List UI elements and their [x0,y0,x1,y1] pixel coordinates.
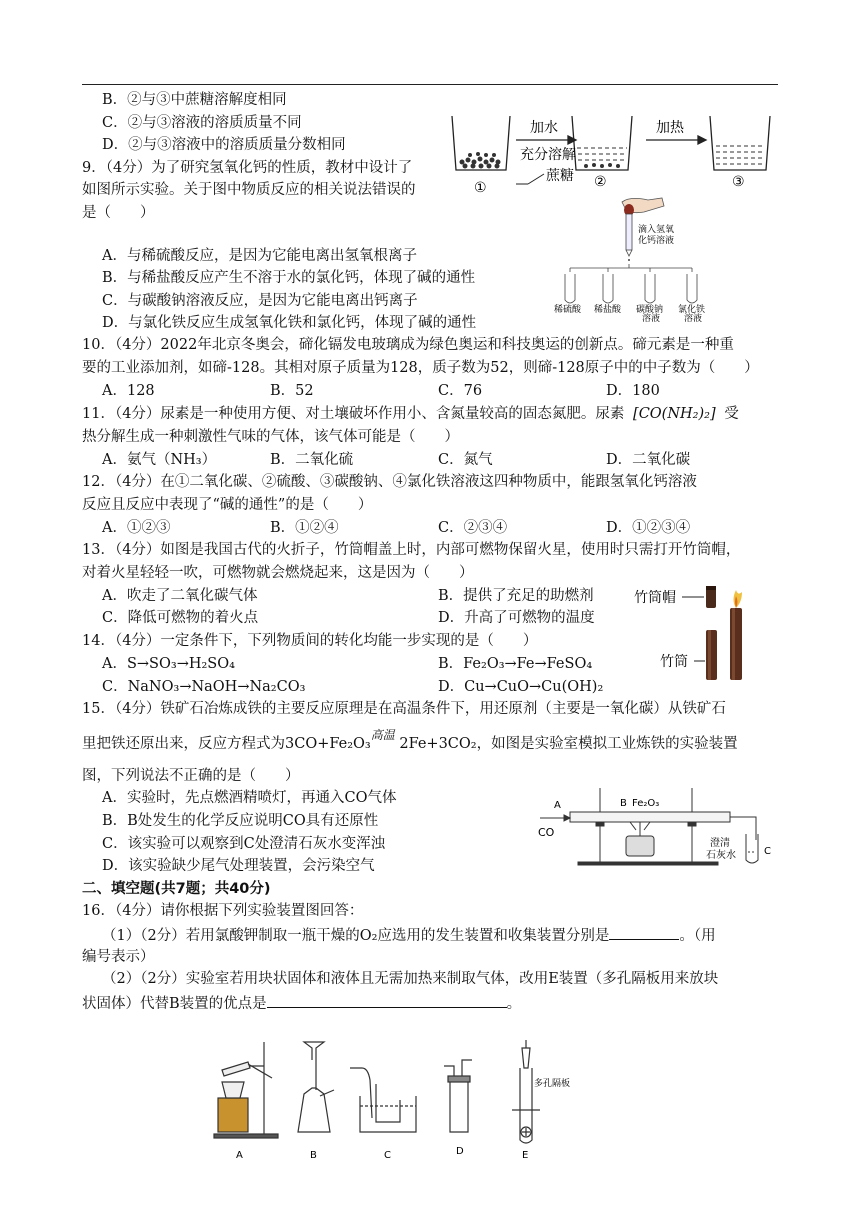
q8-option-d: D．②与③溶液中的溶质质量分数相同 [102,137,346,153]
q15-option-b: B．B处发生的化学反应说明CO具有还原性 [102,813,379,829]
q13-option-c: C．降低可燃物的着火点 [102,610,259,626]
q11-stem-1-text: 11．（4分）尿素是一种使用方便、对土壤破坏作用小、含氮量较高的固态氮肥。尿素 [82,406,625,422]
q10-stem-1: 10．（4分）2022年北京冬奥会，碲化镉发电玻璃成为绿色奥运和科技奥运的创新点。碲元素是一种重 [82,337,734,353]
q16-answer-blank-1[interactable] [609,924,679,940]
q16-part-1-text: （1）（2分）若用氯酸钾制取一瓶干燥的O₂应选用的发生装置和收集装置分别是 [102,928,610,944]
q15-option-a: A．实验时，先点燃酒精喷灯，再通入CO气体 [102,790,397,806]
q14-stem: 14．（4分）一定条件下，下列物质间的转化均能一步实现的是（ ） [82,633,538,649]
q9-option-c: C．与碳酸钠溶液反应，是因为它能电离出钙离子 [102,293,418,309]
q12-option-d: D．①②③④ [606,520,691,536]
q12-option-b: B．①②④ [270,520,339,536]
section-2-heading: 二、填空题(共7题；共40分) [82,881,271,897]
q16-part-1-tail: 。（用 [679,928,716,944]
lab-apparatus-figure [200,1040,580,1162]
q11-stem-1-tail: 受 [724,406,739,422]
q11-stem-1 [82,404,739,424]
q14-option-d: D．Cu→CuO→Cu(OH)₂ [438,679,604,695]
beaker-dissolve-figure [446,104,776,196]
fig13-cap-label: 竹筒帽 [634,590,676,606]
q11-urea-formula: [CO(NH₂)₂] [633,406,716,422]
fig9-tube-1: 稀硫酸 [554,305,582,315]
q11-option-c: C．氮气 [438,452,493,468]
q14-option-b: B．Fe₂O₃→Fe→FeSO₄ [438,656,593,672]
fig16-label-e: E [522,1150,529,1161]
fig15-label-a: A [554,800,561,811]
fig8-label-2: ② [594,174,607,190]
fig15-label-lime-2: 石灰水 [706,850,736,861]
q13-stem-1: 13．（4分）如图是我国古代的火折子，竹筒帽盖上时，内部可燃物保留火星，使用时只需打开竹筒帽， [82,542,741,558]
q9-option-b: B．与稀盐酸反应产生不溶于水的氯化钙，体现了碱的通性 [102,270,476,286]
q9-stem-2: 如图所示实验。关于图中物质反应的相关说法错误的 [82,182,416,198]
fig16-plate-label: 多孔隔板 [534,1079,571,1089]
q12-stem-1: 12．（4分）在①二氧化碳、②硫酸、③碳酸钠、④氯化铁溶液这四种物质中，能跟氢氧化钙溶液 [82,474,697,490]
fig15-label-lime-1: 澄清 [710,838,730,849]
q10-option-a: A．128 [102,383,155,399]
q15-stem-2-text: 里把铁还原出来，反应方程式为3CO+Fe₂O₃ [82,736,371,752]
fig15-label-b: B [620,798,627,809]
q11-option-d: D．二氧化碳 [606,452,691,468]
q15-stem-1: 15．（4分）铁矿石冶炼成铁的主要反应原理是在高温条件下，用还原剂（主要是一氧化碳）从铁矿石 [82,701,726,717]
q16-part-1-cont: 编号表示） [82,949,155,965]
q16-part-2-tail: 。 [506,996,522,1012]
q10-stem-2: 要的工业添加剂，如碲-128。其相对原子质量为128，质子数为52，则碲-128原子中的中子数为（ ） [82,360,759,376]
q15-stem-2 [82,728,738,754]
fig16-label-b: B [310,1150,317,1161]
q15-stem-3: 图，下列说法不正确的是（ ） [82,768,300,784]
header-rule [82,84,778,85]
q10-option-b: B．52 [270,383,314,399]
iron-smelting-apparatus [530,782,780,866]
q14-option-c: C．NaNO₃→NaOH→Na₂CO₃ [102,679,306,695]
fig15-label-c: C [764,846,771,857]
q9-stem-3: 是（ ） [82,205,155,221]
fig9-drop-label-1: 滴入氢氧 [638,225,675,235]
fig9-drop-label-2: 化钙溶液 [638,236,675,246]
fig15-label-fe2o3: Fe₂O₃ [632,798,660,809]
q15-stem-2-tail: 2Fe+3CO₂，如图是实验室模拟工业炼铁的实验装置 [394,736,738,752]
q16-part-2-cont [82,992,521,1014]
q16-answer-blank-2[interactable] [267,992,507,1008]
q11-option-b: B．二氧化硫 [270,452,354,468]
fig8-label-3: ③ [732,174,745,190]
q14-option-a: A．S→SO₃→H₂SO₄ [102,656,235,672]
q8-option-b: B．②与③中蔗糖溶解度相同 [102,92,287,108]
q15-option-d: D．该实验缺少尾气处理装置，会污染空气 [102,858,375,874]
fig16-label-d: D [456,1146,464,1157]
q16-part-2: （2）（2分）实验室若用块状固体和液体且无需加热来制取气体，改用E装置（多孔隔板用来放块 [102,971,719,987]
dropper-test-tubes-figure [552,196,724,322]
fig8-sugar: 蔗糖 [546,168,574,184]
fig9-tube-4a: 氯化铁 [678,305,706,315]
fig9-tube-3a: 碳酸钠 [636,305,664,315]
q11-stem-2: 热分解生成一种刺激性气味的气体，该气体可能是（ ） [82,429,459,445]
q16-part-2-text: 状固体）代替B装置的优点是 [82,996,267,1012]
fig13-tube-label: 竹筒 [660,654,688,670]
q15-option-c: C．该实验可以观察到C处澄清石灰水变浑浊 [102,836,386,852]
q13-option-d: D．升高了可燃物的温度 [438,610,595,626]
fig16-label-c: C [384,1150,391,1161]
fire-stick-figure [632,580,778,684]
q10-option-d: D．180 [606,383,660,399]
fig16-label-a: A [236,1150,243,1161]
fig9-tube-2: 稀盐酸 [594,305,622,315]
fig9-tube-4b: 溶液 [684,314,703,322]
q10-option-c: C．76 [438,383,483,399]
q9-stem-1: 9．（4分）为了研究氢氧化钙的性质，教材中设计了 [82,160,413,176]
q11-option-a: A．氨气（NH₃） [102,452,217,468]
q12-option-a: A．①②③ [102,520,171,536]
q15-high-temp: 高温 [370,728,395,742]
q12-stem-2: 反应且反应中表现了“碱的通性”的是（ ） [82,497,373,513]
q13-stem-2: 对着火星轻轻一吹，可燃物就会燃烧起来，这是因为（ ） [82,565,474,581]
fig8-heat: 加热 [656,120,684,136]
q13-option-b: B．提供了充足的助燃剂 [438,588,594,604]
q12-option-c: C．②③④ [438,520,508,536]
q9-option-d: D．与氯化铁反应生成氢氧化铁和氯化钙，体现了碱的通性 [102,315,477,331]
q9-option-a: A．与稀硫酸反应，是因为它能电离出氢氧根离子 [102,248,417,264]
fig8-dissolve: 充分溶解 [520,147,576,163]
fig8-label-1: ① [474,180,487,196]
q16-part-1 [102,924,716,946]
fig8-add-water: 加水 [530,120,558,136]
q8-option-c: C．②与③溶液的溶质质量不同 [102,115,302,131]
q13-option-a: A．吹走了二氧化碳气体 [102,588,258,604]
fig9-tube-3b: 溶液 [642,314,661,322]
fig15-label-co: CO [538,826,555,839]
q16-stem: 16．（4分）请你根据下列实验装置图回答： [82,903,364,919]
